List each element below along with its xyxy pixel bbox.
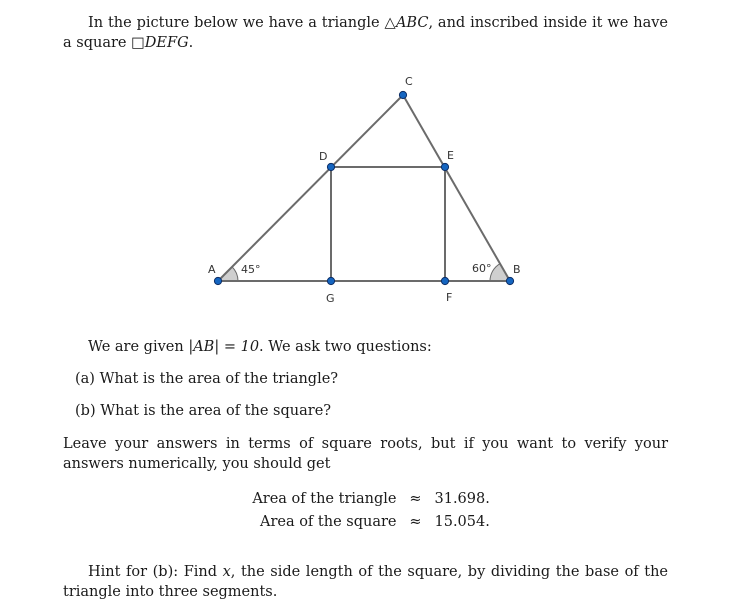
label-b: B xyxy=(513,263,521,276)
angle-a-label: 45° xyxy=(241,263,261,276)
label-c: C xyxy=(405,75,413,88)
question-a xyxy=(75,369,338,389)
intro-middle: , and inscribed inside it we have a square xyxy=(63,15,668,51)
point-f xyxy=(441,277,448,284)
question-b-text: What is the area of the square? xyxy=(100,403,332,419)
hint-paragraph xyxy=(63,562,668,602)
point-g xyxy=(327,277,334,284)
point-e xyxy=(441,163,448,170)
intro-prefix: In the picture below we have a triangle xyxy=(88,15,385,31)
point-d xyxy=(327,163,334,170)
given-prefix: We are given xyxy=(88,339,189,355)
point-b xyxy=(506,277,513,284)
angle-b-label: 60° xyxy=(472,262,492,275)
approximation-row-triangle xyxy=(63,488,668,511)
approximation-label: Area of the triangle xyxy=(252,491,397,507)
label-e: E xyxy=(447,149,454,162)
label-g: G xyxy=(326,292,335,305)
hint-suffix: , the side length of the square, by dividing the base of the triangle into three segments. xyxy=(63,564,668,600)
intro-suffix: . xyxy=(188,35,194,51)
hint-variable: x xyxy=(222,564,231,580)
square-symbol: □DEFG xyxy=(131,35,189,51)
side-bc xyxy=(403,95,510,281)
point-c xyxy=(399,91,406,98)
question-a-marker: (a) xyxy=(75,371,95,387)
point-a xyxy=(214,277,221,284)
approximation-relation: ≈ xyxy=(409,514,422,530)
label-d: D xyxy=(319,150,328,163)
hint-prefix: Hint for (b): Find xyxy=(88,564,223,580)
question-b xyxy=(75,401,331,421)
approximation-label: Area of the square xyxy=(259,514,397,530)
given-math: |AB| = 10 xyxy=(188,339,260,355)
approximation-value: 31.698. xyxy=(434,491,490,507)
question-a-text: What is the area of the triangle? xyxy=(99,371,339,387)
given-paragraph xyxy=(63,337,668,357)
label-a: A xyxy=(208,263,216,276)
approximation-relation: ≈ xyxy=(409,491,422,507)
triangle-symbol: △ABC xyxy=(384,15,429,31)
question-b-marker: (b) xyxy=(75,403,96,419)
approximation-block xyxy=(63,488,668,534)
given-suffix: . We ask two questions: xyxy=(259,339,432,355)
approximation-value: 15.054. xyxy=(434,514,490,530)
side-ac xyxy=(218,95,403,281)
label-f: F xyxy=(446,291,453,304)
approximation-row-square xyxy=(63,511,668,534)
instructions-paragraph: Leave your answers in terms of square roots, but if you want to verify your answers numerically, you should get xyxy=(63,436,668,472)
